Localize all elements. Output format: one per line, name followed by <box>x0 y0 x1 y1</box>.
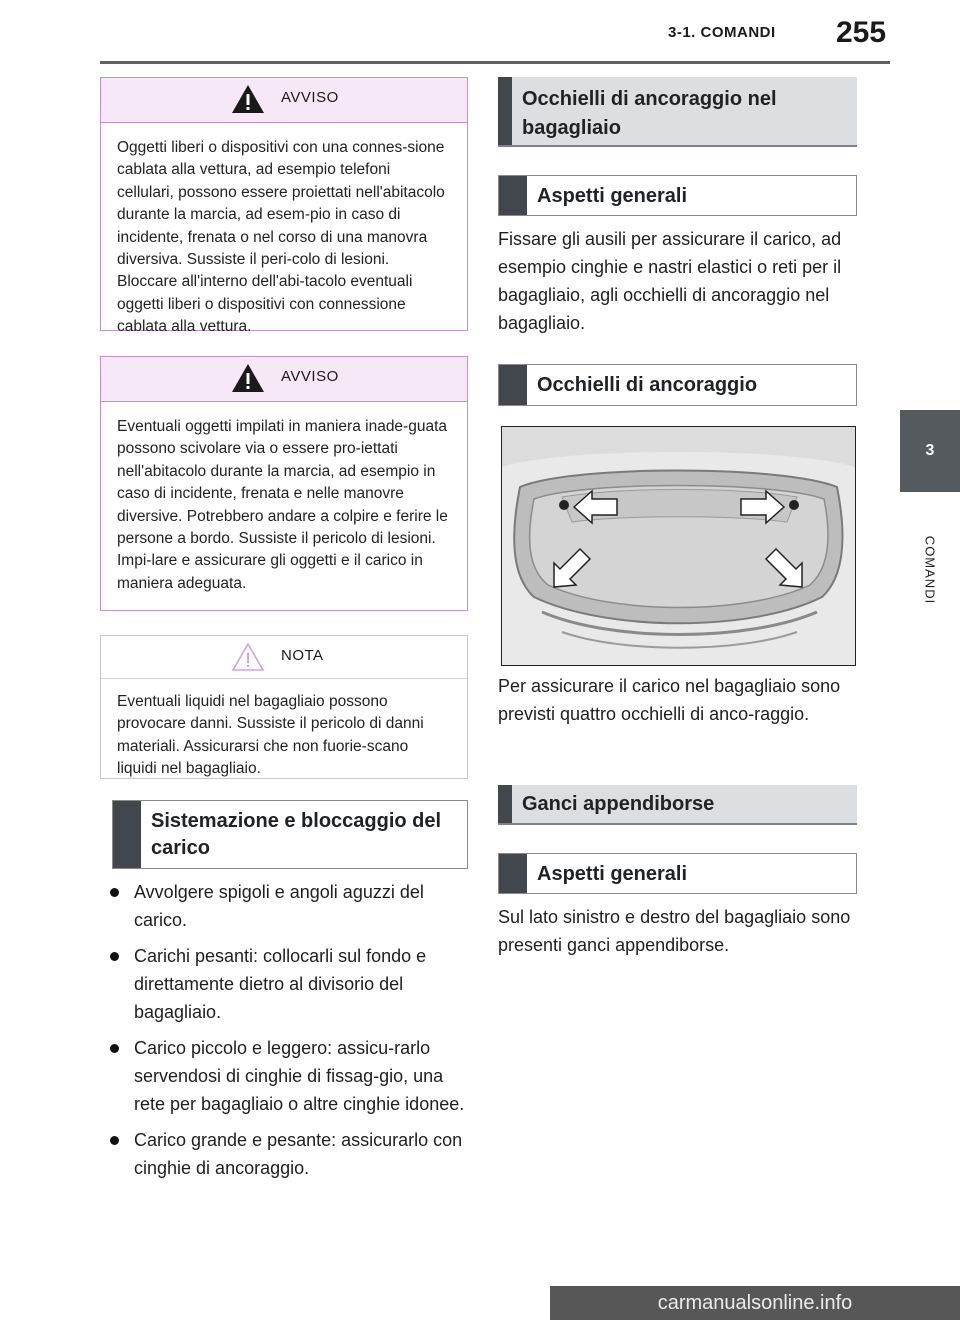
heading-load-securing <box>112 800 468 869</box>
paragraph-general-2: Sul lato sinistro e destro del bagagliaio sono presenti ganci appendiborse. <box>498 907 851 955</box>
bullet-icon <box>110 1044 119 1053</box>
warning-triangle-icon <box>231 84 265 114</box>
chapter-label <box>880 520 960 620</box>
paragraph-eyelets: Per assicurare il carico nel bagagliaio sono previsti quattro occhielli di anco-raggio. <box>498 676 841 724</box>
chapter-label-text: COMANDI <box>922 535 938 605</box>
warning-header <box>101 357 467 402</box>
heading-eyelets-trunk <box>498 77 857 147</box>
warning-triangle-icon <box>231 363 265 393</box>
chapter-number: 3 <box>925 442 935 459</box>
warning-label: AVVISO <box>281 89 339 106</box>
warning-label: AVVISO <box>281 368 339 385</box>
warning-box-1 <box>100 77 468 336</box>
note-label: NOTA <box>281 647 324 664</box>
subheading-general-1 <box>498 175 857 216</box>
warning-text: Oggetti liberi o dispositivi con una connes-sione cablata alla vettura, ad esempio telefoni cellulari, possono essere proiettati nell'abitacolo durante la marcia, ad esem-pio in caso di incidente, frenata o nel corso di una manovra diversiva. Sussiste il peri-colo di lesioni. Bloccare all'interno dell'abi-tacolo eventuali oggetti liberi o dispositivi con connessione cablata alla vettura. <box>117 139 445 336</box>
subheading-general-2 <box>498 853 857 894</box>
subheading-text: Aspetti generali <box>537 185 688 207</box>
load-bullet-list <box>108 878 468 1190</box>
caution-outline-icon <box>231 642 265 672</box>
subheading-text: Aspetti generali <box>537 863 688 885</box>
trunk-eyelets-figure <box>501 426 856 666</box>
page-number: 255 <box>836 16 887 49</box>
list-item: Carico piccolo e leggero: assicu-rarlo servendosi di cinghie di fissag-gio, una rete per bagagliaio o altre cinghie idonee. <box>108 1034 468 1118</box>
note-box <box>100 635 468 779</box>
header-rule <box>100 61 890 64</box>
warning-box-2 <box>100 356 468 611</box>
section-header: 3-1. COMANDI <box>668 24 776 41</box>
note-text: Eventuali liquidi nel bagagliaio possono provocare danni. Sussiste il pericolo di danni materiali. Assicurarsi che non fuorie-scano liquidi nel bagagliaio. <box>117 693 424 778</box>
list-item: Carico grande e pesante: assicurarlo con cinghie di ancoraggio. <box>108 1126 468 1182</box>
subheading-eyelets <box>498 364 857 406</box>
heading-bag-hooks <box>498 785 857 825</box>
bullet-icon <box>110 952 119 961</box>
watermark: carmanualsonline.info <box>550 1286 960 1320</box>
trunk-illustration <box>502 427 855 665</box>
bullet-icon <box>110 1136 119 1145</box>
chapter-tab[interactable] <box>900 410 960 492</box>
subheading-text: Occhielli di ancoraggio <box>537 374 758 396</box>
heading-text: Sistemazione e bloccaggio del carico <box>151 810 442 859</box>
paragraph-general-1: Fissare gli ausili per assicurare il carico, ad esempio cinghie e nastri elastici o reti per il bagagliaio, agli occhielli di ancoraggio nel bagagliaio. <box>498 229 842 333</box>
list-item: Avvolgere spigoli e angoli aguzzi del carico. <box>108 878 468 934</box>
note-header <box>101 636 467 679</box>
list-item: Carichi pesanti: collocarli sul fondo e direttamente dietro al divisorio del bagagliaio. <box>108 942 468 1026</box>
warning-header <box>101 78 467 123</box>
warning-text: Eventuali oggetti impilati in maniera inade-guata possono scivolare via o essere pro-iettati nell'abitacolo durante la marcia, ad esempio in caso di incidente, frenata e nelle manovre diversive. Potrebbero andare a colpire e ferire le persone a bordo. Sussiste il pericolo di lesioni. Impi-lare e assicurare gli oggetti e il carico in maniera adeguata. <box>117 418 448 592</box>
heading-text: Ganci appendiborse <box>522 793 715 815</box>
heading-text: Occhielli di ancoraggio nel bagagliaio <box>522 88 777 139</box>
bullet-icon <box>110 888 119 897</box>
